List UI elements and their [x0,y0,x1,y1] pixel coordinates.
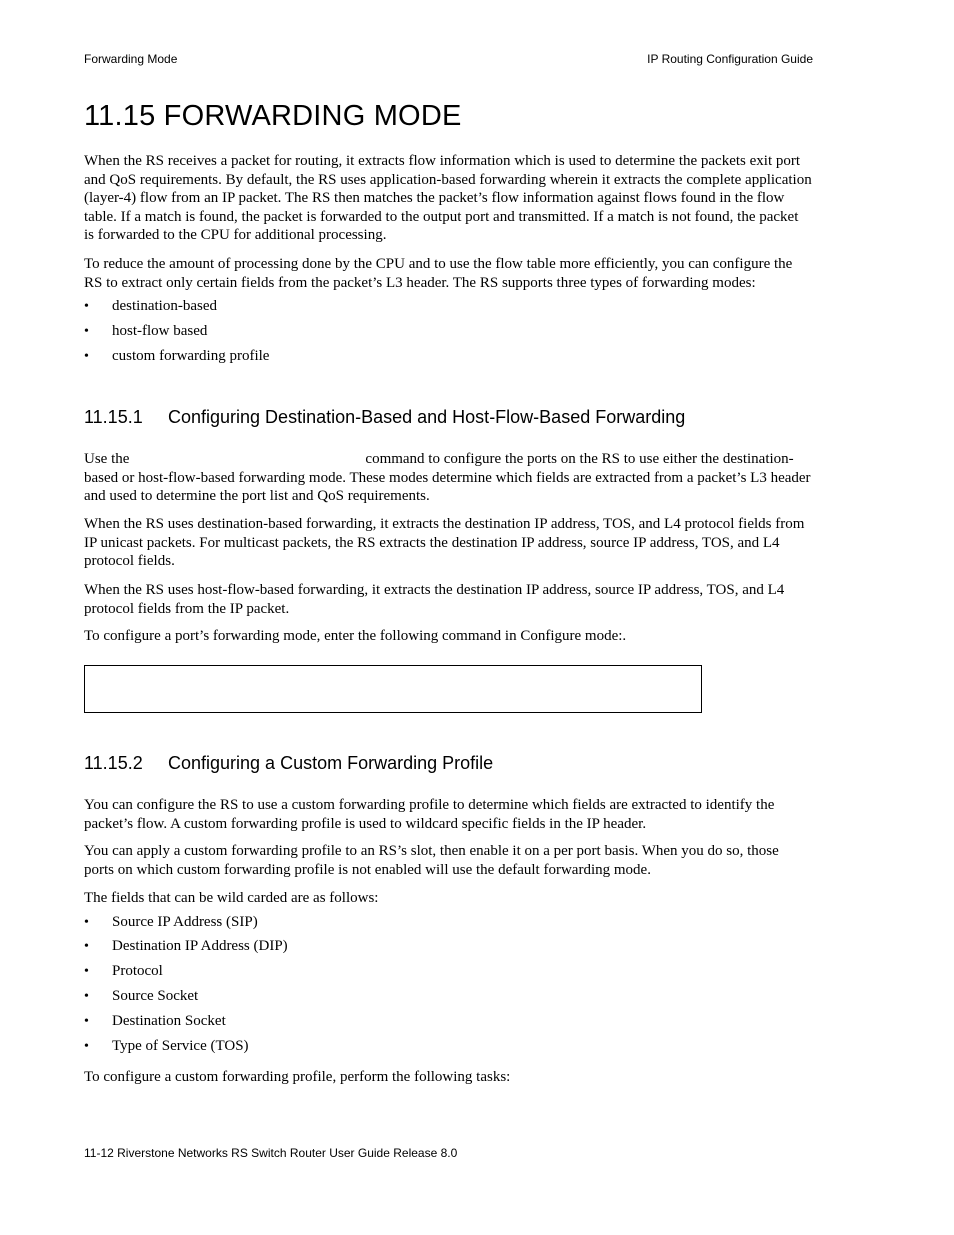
running-header-left: Forwarding Mode [84,52,178,66]
bullet-item [84,297,217,316]
host-flow-paragraph: When the RS uses host-flow-based forwarding, it extracts the destination IP address, source IP address, TOS, and L4 protocol fields from the IP packet. [84,582,785,617]
bullet-text: Destination IP Address (DIP) [112,938,288,954]
bullet-item [84,913,258,932]
bullet-item [84,1037,249,1056]
bullet-item [84,937,288,956]
bullet-glyph: • [84,349,89,364]
bullet-glyph: • [84,939,89,954]
subsection-number: 11.15.1 [84,407,143,427]
bullet-item [84,962,163,981]
bullet-text: Type of Service (TOS) [112,1038,249,1054]
wildcard-fields-intro: The fields that can be wild carded are as follows: [84,890,379,906]
bullet-glyph: • [84,1014,89,1029]
bullet-glyph: • [84,989,89,1004]
bullet-item [84,1012,226,1031]
destination-based-paragraph: When the RS uses destination-based forwarding, it extracts the destination IP address, TOS, and L4 protocol fields from IP unicast packets. For multicast packets, the RS extracts the destination IP address, source IP address, TOS, and L4 protocol fields. [84,516,805,570]
subsection-heading-2 [84,753,493,774]
running-header-right: IP Routing Configuration Guide [647,52,813,66]
subsection-heading-1 [84,407,685,428]
subsection-title: Configuring Destination-Based and Host-Flow-Based Forwarding [168,407,686,427]
slot-profile-paragraph: You can apply a custom forwarding profile to an RS’s slot, then enable it on a per port basis. When you do so, those ports on which custom forwarding profile is not enabled will use the default forwarding mode. [84,843,779,878]
section-intro-paragraph: When the RS receives a packet for routing, it extracts flow information which is used to determine the packets exit port and QoS requirements. By default, the RS uses application-based forwarding wherein it extracts the complete application (layer-4) flow from an IP packet. The RS then matches the packet’s flow information against flows found in the flow table. If a match is found, the packet is forwarded to the output port and transmitted. If a match is not found, the packet is forwarded to the CPU for additional processing. [84,153,812,244]
bullet-text: Protocol [112,963,163,979]
custom-profile-paragraph: You can configure the RS to use a custom forwarding profile to determine which fields are extracted to identify the packet’s flow. A custom forwarding profile is used to wildcard specific fields in the IP header. [84,797,775,832]
tasks-intro-paragraph: To configure a custom forwarding profile, perform the following tasks: [84,1069,511,1085]
bullet-text: destination-based [112,298,217,314]
bullet-text: Source Socket [112,988,199,1004]
section-modes-paragraph: To reduce the amount of processing done by the CPU and to use the flow table more efficiently, you can configure the RS to extract only certain fields from the packet’s L3 header. The RS supports three types of forwarding modes: [84,256,793,291]
page-footer: 11-12 Riverstone Networks RS Switch Router User Guide Release 8.0 [84,1146,458,1160]
bullet-item [84,987,198,1006]
subsection-title: Configuring a Custom Forwarding Profile [168,753,494,773]
section-title: 11.15 FORWARDING MODE [84,100,462,132]
bullet-text: Destination Socket [112,1013,226,1029]
bullet-glyph: • [84,1039,89,1054]
paragraph-lead: Use the [84,451,130,467]
configure-instruction-paragraph: To configure a port’s forwarding mode, enter the following command in Configure mode:. [84,628,627,644]
bullet-glyph: • [84,964,89,979]
bullet-text: host-flow based [112,323,208,339]
bullet-text: custom forwarding profile [112,348,270,364]
subsection-number: 11.15.2 [84,753,143,773]
bullet-glyph: • [84,299,89,314]
paragraph-rest: command to configure the ports on the RS to use either the destination-based or host-flow-based forwarding mode. These modes determine which fields are extracted from a packet’s L3 header and used to determine the port list and QoS requirements. [84,451,811,505]
bullet-item [84,347,269,366]
command-table-box [84,665,702,713]
bullet-glyph: • [84,324,89,339]
command-usage-paragraph [84,450,812,506]
bullet-glyph: • [84,915,89,930]
bullet-text: Source IP Address (SIP) [112,914,258,930]
bullet-item [84,322,207,341]
